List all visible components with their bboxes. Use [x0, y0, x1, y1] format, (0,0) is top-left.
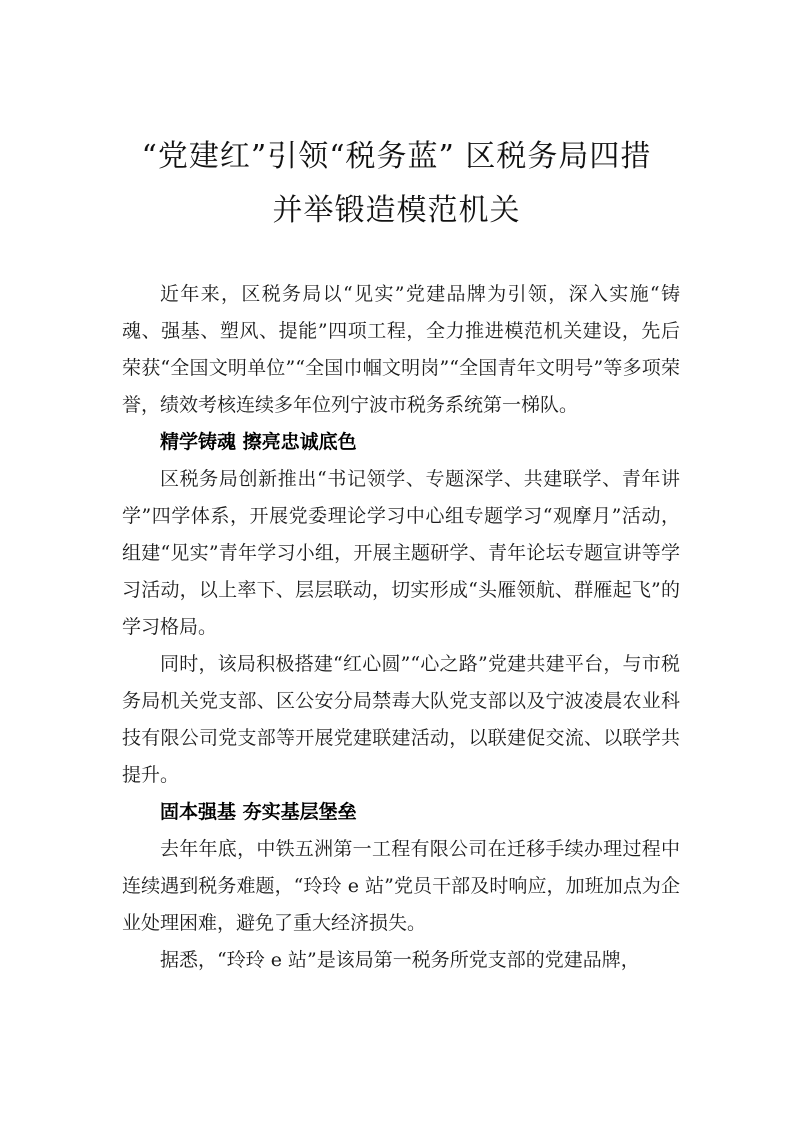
section-heading-1: 精学铸魂 擦亮忠诚底色 [160, 431, 357, 453]
document-title-line-1: “党建红”引领“税务蓝” 区税务局四措 [141, 139, 652, 174]
paragraph-study-system: 区税务局创新推出“书记领学、专题深学、共建联学、青年讲学”四学体系，开展党委理论学习中心组专题学习“观摩月”活动，组建“见实”青年学习小组，开展主题研学、青年论坛专题宣讲等学习活动，以上率下、层层联动，切实形成“头雁领航、群雁起飞”的学习格局。 [122, 468, 680, 638]
paragraph-intro: 近年来，区税务局以“见实”党建品牌为引领，深入实施“铸魂、强基、塑风、提能”四项工程，全力推进模范机关建设，先后荣获“全国文明单位”“全国巾帼文明岗”“全国青年文明号”等多项荣誉，绩效考核连续多年位列宁波市税务系统第一梯队。 [122, 283, 680, 416]
document-title-line-2: 并举锻造模范机关 [272, 193, 521, 228]
paragraph-brand-intro: 据悉，“玲玲 e 站”是该局第一税务所党支部的党建品牌， [160, 949, 640, 971]
section-heading-2: 固本强基 夯实基层堡垒 [160, 801, 357, 823]
paragraph-joint-platform: 同时，该局积极搭建“红心圆”“心之路”党建共建平台，与市税务局机关党支部、区公安分局禁毒大队党支部以及宁波凌晨农业科技有限公司党支部等开展党建联建活动，以联建促交流、以联学共提升。 [122, 653, 680, 786]
paragraph-enterprise-case: 去年年底，中铁五洲第一工程有限公司在迁移手续办理过程中连续遇到税务难题，“玲玲 e 站”党员干部及时响应，加班加点为企业处理困难，避免了重大经济损失。 [122, 838, 680, 934]
document-body [122, 276, 680, 979]
